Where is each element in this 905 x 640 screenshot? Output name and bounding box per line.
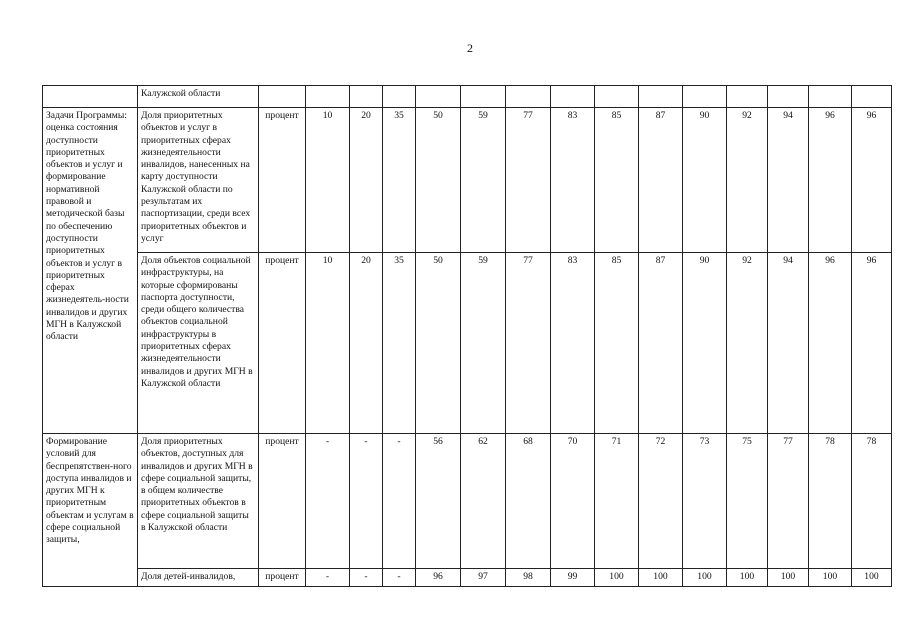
task-cell: Формирование условий для беспрепятствен-ного доступа инвалидов и других МГН к приоритетным объектам и услугам в сфере социальной защиты, xyxy=(43,434,138,587)
value-cell: 78 xyxy=(852,434,892,569)
value-cell xyxy=(551,86,595,108)
value-cell: 90 xyxy=(683,108,727,253)
value-cell: 71 xyxy=(595,434,639,569)
value-cell: 35 xyxy=(383,253,416,434)
unit-cell xyxy=(259,86,306,108)
value-cell xyxy=(768,86,809,108)
value-cell: 77 xyxy=(506,253,551,434)
value-cell xyxy=(383,86,416,108)
value-cell: 10 xyxy=(306,253,350,434)
value-cell: 100 xyxy=(595,569,639,587)
value-cell: 83 xyxy=(551,108,595,253)
value-cell: 59 xyxy=(461,108,506,253)
value-cell: 78 xyxy=(809,434,852,569)
value-cell: 83 xyxy=(551,253,595,434)
indicator-cell: Доля приоритетных объектов и услуг в приоритетных сферах жизнедеятельности инвалидов, нанесенных на карту доступности Калужской области по результатам их паспортизации, среди всех приоритетных объектов и услуг xyxy=(138,108,259,253)
table-row xyxy=(43,108,892,253)
value-cell: 92 xyxy=(727,108,768,253)
value-cell xyxy=(595,86,639,108)
value-cell: 100 xyxy=(683,569,727,587)
indicators-table xyxy=(42,85,892,587)
value-cell: - xyxy=(383,434,416,569)
indicator-cell: Калужской области xyxy=(138,86,259,108)
table-row xyxy=(43,253,892,434)
value-cell: 77 xyxy=(768,434,809,569)
unit-cell: процент xyxy=(259,434,306,569)
value-cell: 75 xyxy=(727,434,768,569)
value-cell: 99 xyxy=(551,569,595,587)
value-cell xyxy=(852,86,892,108)
indicator-cell: Доля приоритетных объектов, доступных для инвалидов и других МГН в сфере социальной защиты, в общем количестве приоритетных объектов в сфере социальной защиты в Калужской области xyxy=(138,434,259,569)
value-cell: 77 xyxy=(506,108,551,253)
table-row xyxy=(43,434,892,569)
value-cell: 96 xyxy=(852,108,892,253)
value-cell: 87 xyxy=(639,253,683,434)
value-cell: 92 xyxy=(727,253,768,434)
value-cell: 62 xyxy=(461,434,506,569)
value-cell xyxy=(727,86,768,108)
value-cell: 20 xyxy=(350,108,383,253)
value-cell xyxy=(461,86,506,108)
value-cell: 59 xyxy=(461,253,506,434)
value-cell: 85 xyxy=(595,253,639,434)
table-row xyxy=(43,569,892,587)
value-cell xyxy=(306,86,350,108)
value-cell: - xyxy=(306,434,350,569)
value-cell xyxy=(683,86,727,108)
value-cell: 10 xyxy=(306,108,350,253)
page-number: 2 xyxy=(467,41,473,55)
indicator-cell: Доля детей-инвалидов, xyxy=(138,569,259,587)
value-cell: - xyxy=(383,569,416,587)
value-cell: 100 xyxy=(852,569,892,587)
value-cell: 73 xyxy=(683,434,727,569)
value-cell: 90 xyxy=(683,253,727,434)
table-row xyxy=(43,86,892,108)
task-cell xyxy=(43,86,138,108)
value-cell xyxy=(506,86,551,108)
value-cell: 96 xyxy=(852,253,892,434)
unit-cell: процент xyxy=(259,108,306,253)
value-cell: 72 xyxy=(639,434,683,569)
value-cell: 70 xyxy=(551,434,595,569)
value-cell: - xyxy=(350,434,383,569)
value-cell: 96 xyxy=(809,108,852,253)
value-cell: 50 xyxy=(416,253,461,434)
value-cell: 50 xyxy=(416,108,461,253)
value-cell: 94 xyxy=(768,108,809,253)
value-cell: 85 xyxy=(595,108,639,253)
value-cell: 87 xyxy=(639,108,683,253)
value-cell: 35 xyxy=(383,108,416,253)
value-cell: - xyxy=(350,569,383,587)
value-cell xyxy=(809,86,852,108)
value-cell: 97 xyxy=(461,569,506,587)
value-cell: 100 xyxy=(639,569,683,587)
indicator-cell: Доля объектов социальной инфраструктуры, на которые сформированы паспорта доступности, среди общего количества объектов социальной инфраструктуры в приоритетных сферах жизнедеятельности инвалидов и других МГН в Калужской области xyxy=(138,253,259,434)
value-cell xyxy=(416,86,461,108)
unit-cell: процент xyxy=(259,253,306,434)
value-cell: 94 xyxy=(768,253,809,434)
task-cell: Задачи Программы: оценка состояния доступности приоритетных объектов и услуг и формирование нормативной правовой и методической базы по обеспечению доступности приоритетных объектов и услуг в приоритетных сферах жизнедеятель-ности инвалидов и других МГН в Калужской области xyxy=(43,108,138,434)
value-cell: 56 xyxy=(416,434,461,569)
value-cell: 100 xyxy=(727,569,768,587)
value-cell xyxy=(639,86,683,108)
value-cell: 20 xyxy=(350,253,383,434)
value-cell: 100 xyxy=(809,569,852,587)
value-cell: 68 xyxy=(506,434,551,569)
value-cell: 96 xyxy=(416,569,461,587)
unit-cell: процент xyxy=(259,569,306,587)
value-cell: - xyxy=(306,569,350,587)
value-cell xyxy=(350,86,383,108)
value-cell: 98 xyxy=(506,569,551,587)
value-cell: 100 xyxy=(768,569,809,587)
value-cell: 96 xyxy=(809,253,852,434)
